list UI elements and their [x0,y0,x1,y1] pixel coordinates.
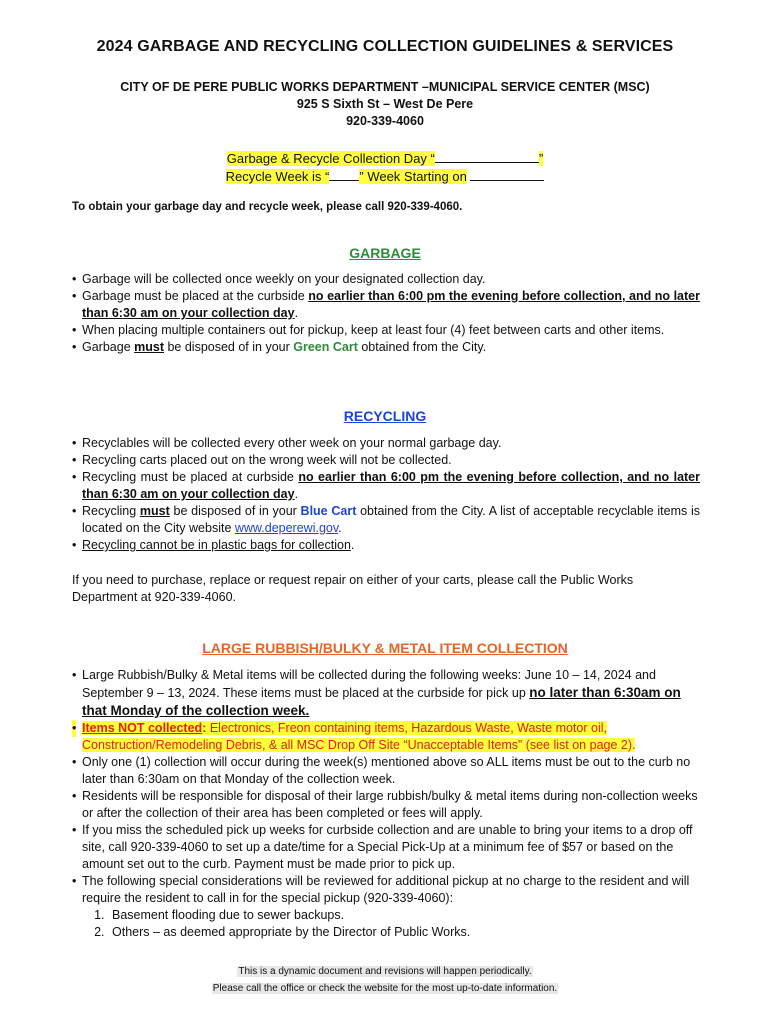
sub-item: 2. Others – as deemed appropriate by the Director of Public Works. [108,924,700,941]
blue-cart-label: Blue Cart [300,504,357,518]
obtain-instructions: To obtain your garbage day and recycle week, please call 920-339-4060. [72,201,463,213]
department-address: 925 S Sixth St – West De Pere [296,97,474,111]
collection-day-label: Garbage & Recycle Collection Day “ [226,151,435,166]
collection-day-line [0,151,770,166]
list-item: • Recycling must be placed at curbside no earlier than 6:00 pm the evening before collection, and no later than 6:30 am on your collection day. [72,470,701,501]
list-item: • Only one (1) collection will occur during the week(s) mentioned above so ALL items must be out to the curb no later than 6:30am on that Monday of the collection week. [72,755,691,786]
list-item: • Recyclables will be collected every other week on your normal garbage day. [72,436,502,450]
list-item: • The following special considerations will be reviewed for additional pickup at no charge to the resident and will require the resident to call in for the special pickup (920-339-4060): 1. Basement flooding due to sewer backups. 2. Others – as deemed appropriate by the Director of Public Works. [72,873,700,941]
special-considerations-list [82,907,700,941]
list-item: • If you miss the scheduled pick up weeks for curbside collection and are unable to bring your items to a drop off site, call 920-339-4060 to set up a date/time for a Special Pick-Up at a minimum fee of $57 or based on the amount set out to the curb. Payment must be made prior to pick up. [72,823,693,871]
bulky-heading: LARGE RUBBISH/BULKY & METAL ITEM COLLECTION [202,640,568,656]
footer-line-1: This is a dynamic document and revisions will happen periodically. [238,966,532,977]
list-item: • Recycling must be disposed of in your Blue Cart obtained from the City. A list of acceptable recyclable items is located on the City website www.deperewi.gov. [72,504,701,535]
city-website-link[interactable]: www.deperewi.gov [234,521,339,535]
recycle-week-blank [329,169,359,181]
collection-day-close: ” [538,151,544,166]
collection-day-blank [435,151,539,163]
garbage-heading: GARBAGE [349,245,421,261]
sub-item: 1. Basement flooding due to sewer backups. [108,907,700,924]
recycling-heading: RECYCLING [343,408,427,424]
document-title: 2024 GARBAGE AND RECYCLING COLLECTION GUIDELINES & SERVICES [96,38,674,55]
list-item: • Garbage must be disposed of in your Green Cart obtained from the City. [72,340,487,354]
garbage-list [72,271,700,356]
week-starting-blank [470,169,544,181]
carts-paragraph: If you need to purchase, replace or request repair on either of your carts, please call the Public Works Department at 920-339-4060. [72,573,634,604]
department-phone: 920-339-4060 [346,114,424,128]
recycling-list [72,435,700,554]
list-item: • Recycling carts placed out on the wrong week will not be collected. [72,453,452,467]
list-item: • Recycling cannot be in plastic bags for collection. [72,538,355,552]
green-cart-label: Green Cart [293,340,358,354]
list-item: • Garbage will be collected once weekly on your designated collection day. [72,272,486,286]
list-item: • When placing multiple containers out for pickup, keep at least four (4) feet between carts and other items. [72,323,665,337]
recycle-week-label: Recycle Week is “ [225,169,330,184]
list-item: • Garbage must be placed at the curbside no earlier than 6:00 pm the evening before collection, and no later than 6:30 am on your collection day. [72,289,700,320]
bulky-list [72,667,700,941]
recycle-week-mid: ” Week Starting on [359,169,467,184]
list-item: • Residents will be responsible for disposal of their large rubbish/bulky & metal items during non-collection weeks or after the collection of their area has been completed or fees will apply. [72,789,698,820]
department-name: CITY OF DE PERE PUBLIC WORKS DEPARTMENT –MUNICIPAL SERVICE CENTER (MSC) [120,80,650,94]
recycle-week-line [0,169,770,184]
not-collected-item: • Items NOT collected: Electronics, Freon containing items, Hazardous Waste, Waste motor oil, Construction/Remodeling Debris, & all MSC Drop Off Site “Unacceptable Items” (see list on page 2). [72,721,636,752]
footer-line-2: Please call the office or check the website for the most up-to-date information. [212,983,558,994]
list-item: • Large Rubbish/Bulky & Metal items will be collected during the following weeks: June 10 – 14, 2024 and September 9 – 13, 2024. These items must be placed at the curbside for pick up no later than 6:30am on that Monday of the collection week. [72,668,681,718]
